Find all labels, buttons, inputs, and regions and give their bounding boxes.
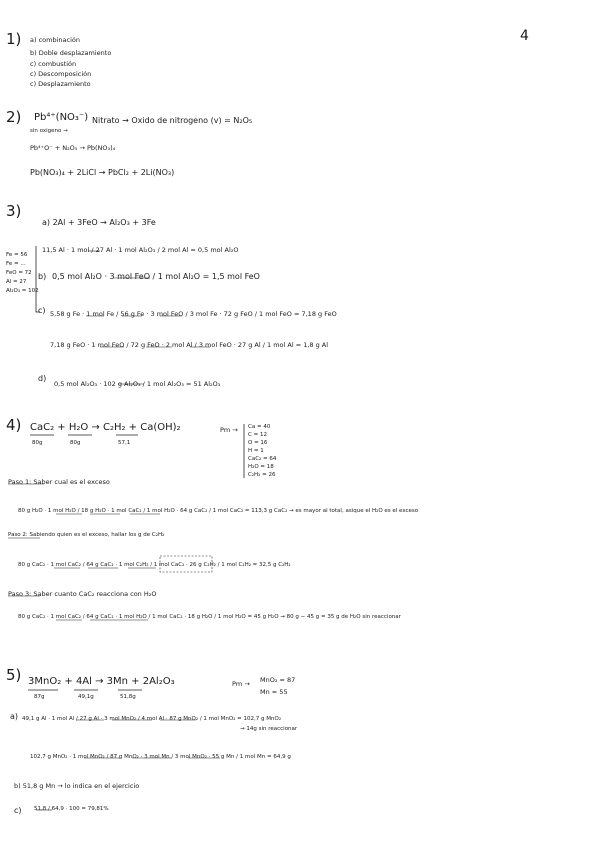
problem-3-c1: 5,58 g Fe · 1 mol Fe / 56 g Fe · 3 mol FeO / 3 mol Fe · 72 g FeO / 1 mol FeO = 7,18 g FeO — [50, 310, 337, 318]
problem-5-pm-1: Mn = 55 — [260, 688, 288, 696]
problem-4-pm-2: O = 16 — [248, 440, 268, 446]
problem-1-item-b: b) Doble desplazamiento — [30, 49, 112, 57]
problem-3-sidebar-0: Fe = 56 — [6, 252, 28, 258]
problem-5-a-note: → 14g sin reaccionar — [240, 726, 298, 732]
problem-4-paso3-calc: 80 g CaC₂ · 1 mol CaC₂ / 64 g CaC₂ · 1 mol H₂O / 1 mol CaC₂ · 18 g H₂O / 1 mol H₂O = 45 g H₂O → 80 g − 45 g = 35 g de H₂O sin reaccionar — [18, 614, 401, 620]
problem-1-item-c3: c) Desplazamiento — [30, 80, 91, 88]
problem-2-note: sin oxigeno → — [30, 128, 68, 134]
problem-1-item-c2: c) Descomposición — [30, 70, 92, 78]
problem-5-c-prefix: c) — [14, 806, 22, 815]
problem-4-paso3: Paso 3: Saber cuanto CaC₂ reacciona con H₂O — [8, 590, 157, 598]
problem-5-a: 49,1 g Al · 1 mol Al / 27 g Al · 3 mol MnO₂ / 4 mol Al · 87 g MnO₂ / 1 mol MnO₂ = 102,7 g MnO₂ — [22, 716, 282, 722]
problem-5-b: b) 51,8 g Mn → lo indica en el ejercicio — [14, 782, 140, 790]
problem-5-a2: 102,7 g MnO₂ · 1 mol MnO₂ / 87 g MnO₂ · 3 mol Mn / 3 mol MnO₂ · 55 g Mn / 1 mol Mn = 64,9 g — [30, 754, 291, 760]
problem-4-paso1-calc: 80 g H₂O · 1 mol H₂O / 18 g H₂O · 1 mol CaC₂ / 1 mol H₂O · 64 g CaC₂ / 1 mol CaC₂ = 113,3 g CaC₂ → es mayor al total, asique el H₂O es el exceso — [18, 508, 419, 514]
problem-3-number: 3) — [6, 202, 22, 220]
problem-5-equation: 3MnO₂ + 4Al → 3Mn + 2Al₂O₃ — [28, 676, 175, 687]
problem-3-b-prefix: b) — [38, 272, 47, 281]
problem-4-pm-1: C = 12 — [248, 432, 267, 438]
problem-4-under-2: 57,1 — [118, 440, 131, 446]
problem-5-number: 5) — [6, 666, 22, 684]
problem-4-number: 4) — [6, 416, 22, 434]
problem-4-pm-label: Pm → — [220, 426, 238, 434]
problem-1-number: 1) — [6, 30, 22, 48]
problem-5-under-0: 87g — [34, 694, 45, 700]
problem-2-number: 2) — [6, 108, 22, 126]
page-number: 4 — [520, 28, 529, 44]
problem-4-pm-5: H₂O = 18 — [248, 464, 274, 470]
problem-5-c: 51,8 / 64,9 · 100 = 79,81% — [34, 806, 109, 812]
problem-5-a-prefix: a) — [10, 712, 19, 721]
problem-3-sidebar-4: Al₂O₃ = 102 — [6, 288, 39, 294]
problem-2-line3: Pb(NO₃)₄ + 2LiCl → PbCl₂ + 2Li(NO₃) — [30, 168, 175, 177]
problem-3-d: 0,5 mol Al₂O₃ · 102 g Al₂O₃ / 1 mol Al₂O₃ = 51 Al₂O₃ — [54, 380, 221, 388]
problem-3-d-prefix: d) — [38, 374, 47, 383]
problem-3-sidebar-1: Fe = ... — [6, 261, 26, 267]
problem-4-pm-6: C₂H₂ = 26 — [248, 472, 276, 478]
problem-5-under-1: 49,1g — [78, 694, 94, 700]
problem-4-paso1: Paso 1: Saber cual es el exceso — [8, 478, 110, 486]
problem-4-under-0: 80g — [32, 440, 43, 446]
problem-5-under-2: 51,8g — [120, 694, 136, 700]
problem-1-item-c1: c) combustión — [30, 60, 77, 68]
problem-4-under-1: 80g — [70, 440, 81, 446]
problem-4-pm-4: CaC₂ = 64 — [248, 456, 277, 462]
problem-3-a: a) 2Al + 3FeO → Al₂O₃ + 3Fe — [42, 218, 156, 227]
problem-3-b2: 0,5 mol Al₂O · 3 mol FeO / 1 mol Al₂O = 1,5 mol FeO — [52, 272, 260, 281]
problem-2-line2: Pb⁴⁺O⁻ + N₂O₅ → Pb(NO₃)₄ — [30, 144, 116, 152]
problem-3-c2: 7,18 g FeO · 1 mol FeO / 72 g FeO · 2 mol Al / 3 mol FeO · 27 g Al / 1 mol Al = 1,8 g Al — [50, 341, 329, 349]
problem-3-c-prefix: c) — [38, 306, 46, 315]
problem-4-equation: CaC₂ + H₂O → C₂H₂ + Ca(OH)₂ — [30, 422, 181, 433]
problem-4-pm-0: Ca = 40 — [248, 424, 271, 430]
problem-1-item-a: a) combinación — [30, 36, 80, 44]
problem-3-sidebar-3: Al = 27 — [6, 279, 27, 285]
problem-2-description: Nitrato → Oxido de nitrogeno (v) = N₂O₅ — [92, 116, 253, 125]
problem-4-paso2: Paso 2: Sabiendo quien es el exceso, hallar los g de C₂H₂ — [8, 532, 165, 538]
problem-3-b1: 11,5 Al · 1 mol / 27 Al · 1 mol Al₂O₃ / 2 mol Al = 0,5 mol Al₂O — [42, 246, 239, 254]
problem-5-pm-label: Pm → — [232, 680, 250, 688]
problem-2-formula: Pb⁴⁺(NO₃⁻) — [34, 112, 89, 123]
problem-3-sidebar-2: FeO = 72 — [6, 270, 32, 276]
problem-4-pm-3: H = 1 — [248, 448, 264, 454]
problem-4-paso2-calc: 80 g CaC₂ · 1 mol CaC₂ / 64 g CaC₂ · 1 mol C₂H₂ / 1 mol CaC₂ · 26 g C₂H₂ / 1 mol C₂H₂ = 32,5 g C₂H₂ — [18, 562, 291, 568]
problem-5-pm-0: MnO₂ = 87 — [260, 676, 296, 684]
